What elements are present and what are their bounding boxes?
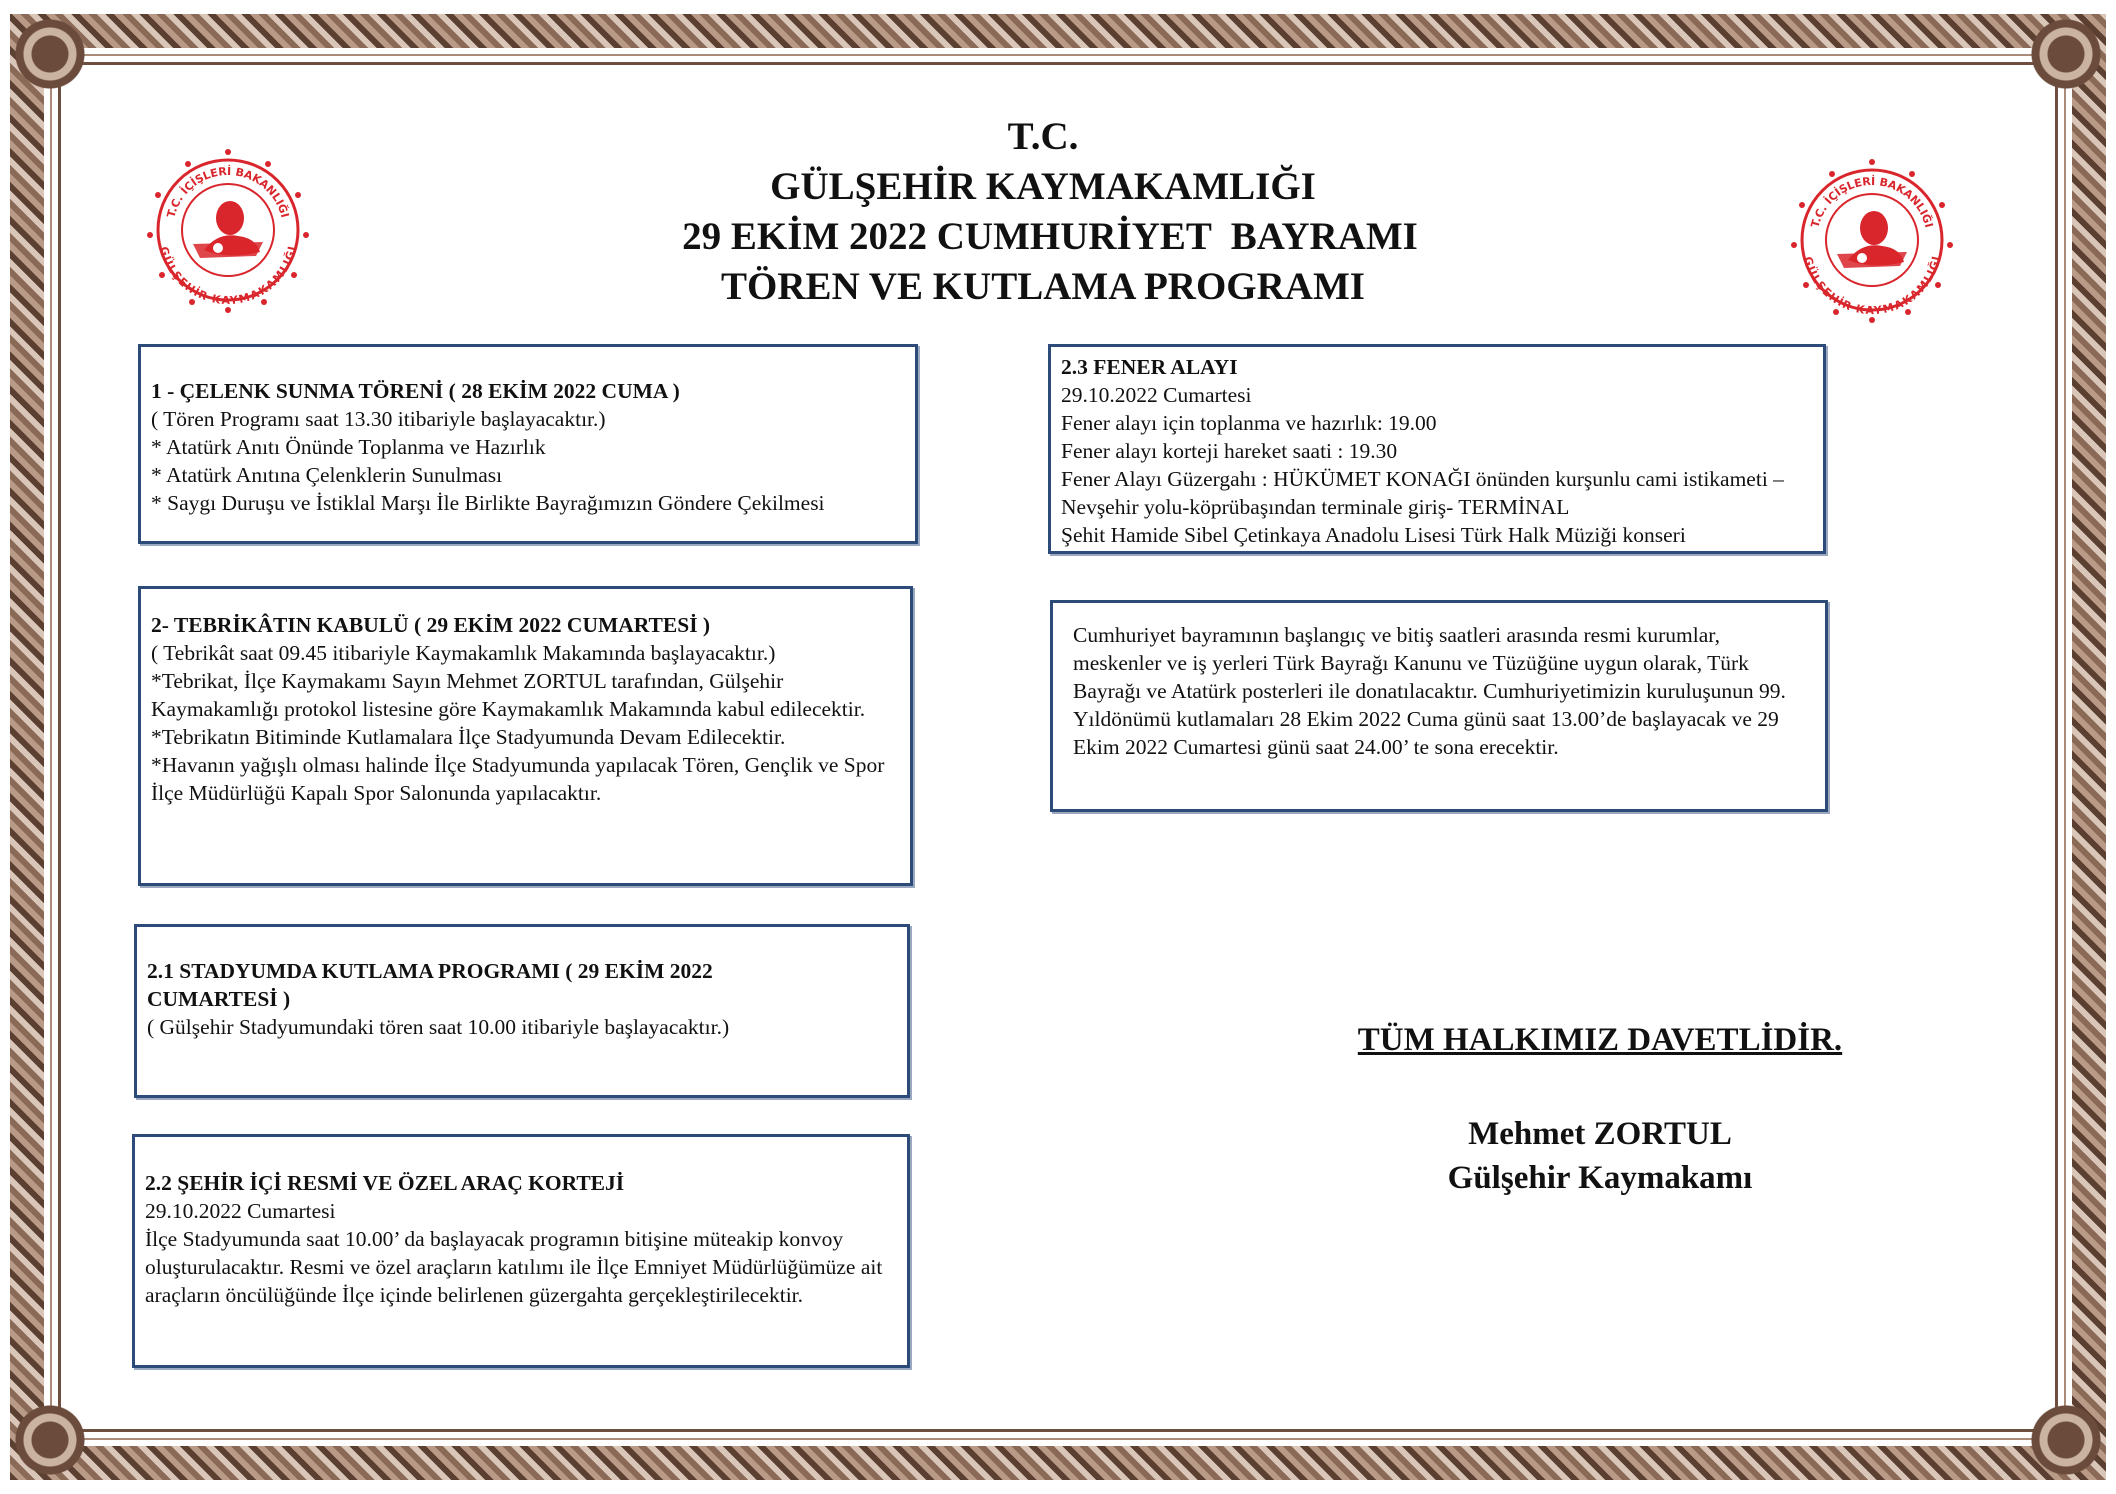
box-title: 2.2 ŞEHİR İÇİ RESMİ VE ÖZEL ARAÇ KORTEJİ (145, 1171, 625, 1195)
box-line: Fener alayı için toplanma ve hazırlık: 19.00 (1061, 411, 1437, 435)
box-title: 2.3 FENER ALAYI (1061, 355, 1238, 379)
corner-ornament-bottom-right (2022, 1396, 2110, 1484)
program-box-lantern-parade (1048, 344, 1826, 554)
box-line: Fener Alayı Güzergahı : HÜKÜMET KONAĞI önünden kurşunlu cami istikameti – Nevşehir yolu-köprübaşından terminale giriş- TERMİNAL (1061, 467, 1784, 519)
corner-ornament-top-right (2022, 10, 2110, 98)
box-title: 1 - ÇELENK SUNMA TÖRENİ ( 28 EKİM 2022 CUMA ) (151, 379, 680, 403)
box-line: ( Tebrikât saat 09.45 itibariyle Kaymakamlık Makamında başlayacaktır.) (151, 641, 776, 665)
seal-bottom-text: GÜLŞEHİR KAYMAKAMLIĞI (157, 245, 299, 308)
seal-top-text: T.C. İÇİŞLERİ BAKANLIĞI (164, 164, 292, 220)
title-line-2: GÜLŞEHİR KAYMAKAMLIĞI (770, 165, 1316, 208)
box-title: 2.1 STADYUMDA KUTLAMA PROGRAMI ( 29 EKİM 2022 CUMARTESİ ) (147, 959, 713, 1011)
program-box-wreath-ceremony (138, 344, 918, 544)
corner-ornament-top-left (6, 10, 94, 98)
box-line: Şehit Hamide Sibel Çetinkaya Anadolu Lisesi Türk Halk Müziği konseri (1061, 523, 1686, 547)
box-line: *Tebrikatın Bitiminde Kutlamalara İlçe Stadyumunda Devam Edilecektir. (151, 725, 786, 749)
title-line-4: TÖREN VE KUTLAMA PROGRAMI (721, 265, 1365, 308)
box-title: 2- TEBRİKÂTIN KABULÜ ( 29 EKİM 2022 CUMARTESİ ) (151, 613, 711, 637)
box-line: İlçe Stadyumunda saat 10.00’ da başlayacak programın bitişine müteakip konvoy oluşturulacaktır. Resmi ve özel araçların katılımı ile İlçe Emniyet Müdürlüğümüze ait araçların öncülüğünde İlçe içinde belirlenen güzergahta gerçekleştirilecektir. (145, 1227, 883, 1307)
title-line-3: 29 EKİM 2022 CUMHURİYET BAYRAMI (682, 215, 1418, 258)
box-line: *Tebrikat, İlçe Kaymakamı Sayın Mehmet ZORTUL tarafından, Gülşehir Kaymakamlığı protokol listesine göre Kaymakamlık Makamında kabul edilecektir. (151, 669, 866, 721)
info-box-flag-decoration (1050, 600, 1828, 812)
box-line: * Atatürk Anıtı Önünde Toplanma ve Hazırlık (151, 435, 546, 459)
box-line: *Havanın yağışlı olması halinde İlçe Stadyumunda yapılacak Tören, Gençlik ve Spor İlçe Müdürlüğü Kapalı Spor Salonunda yapılacaktır. (151, 753, 885, 805)
box-line: 29.10.2022 Cumartesi (145, 1199, 336, 1223)
signature-title: Gülşehir Kaymakamı (1447, 1160, 1753, 1196)
box-line: ( Gülşehir Stadyumundaki tören saat 10.00 itibariyle başlayacaktır.) (147, 1015, 730, 1039)
invitation-text: TÜM HALKIMIZ DAVETLİDİR. (1357, 1022, 1843, 1058)
seal-top-text: T.C. İÇİŞLERİ BAKANLIĞI (1808, 174, 1936, 230)
signature-name: Mehmet ZORTUL (1468, 1116, 1732, 1152)
box-line: * Atatürk Anıtına Çelenklerin Sunulması (151, 463, 503, 487)
seal-bottom-text: GÜLŞEHİR KAYMAKAMLIĞI (1801, 255, 1943, 318)
corner-ornament-bottom-left (6, 1396, 94, 1484)
info-text: Cumhuriyet bayramının başlangıç ve bitiş saatleri arasında resmi kurumlar, meskenler ve iş yerleri Türk Bayrağı Kanunu ve Tüzüğüne uygun olarak, Türk Bayrağı ve Atatürk posterleri ile donatılacaktır. Cumhuriyetimizin kuruluşunun 99. Yıldönümü kutlamaları 28 Ekim 2022 Cuma günü saat 13.00’de başlayacak ve 29 Ekim 2022 Cumartesi günü saat 24.00’ te sona erecektir. (1073, 623, 1786, 759)
box-line: ( Tören Programı saat 13.30 itibariyle başlayacaktır.) (151, 407, 606, 431)
program-box-congratulations (138, 586, 913, 886)
box-line: 29.10.2022 Cumartesi (1061, 383, 1252, 407)
page-title (0, 112, 2116, 312)
box-line: Fener alayı korteji hareket saati : 19.30 (1061, 439, 1398, 463)
title-line-1: T.C. (1007, 115, 1079, 158)
box-line: * Saygı Duruşu ve İstiklal Marşı İle Birlikte Bayrağımızın Göndere Çekilmesi (151, 491, 825, 515)
signature-block (1200, 1112, 2000, 1200)
program-box-stadium-celebration (134, 924, 910, 1098)
program-box-vehicle-cortege (132, 1134, 910, 1368)
